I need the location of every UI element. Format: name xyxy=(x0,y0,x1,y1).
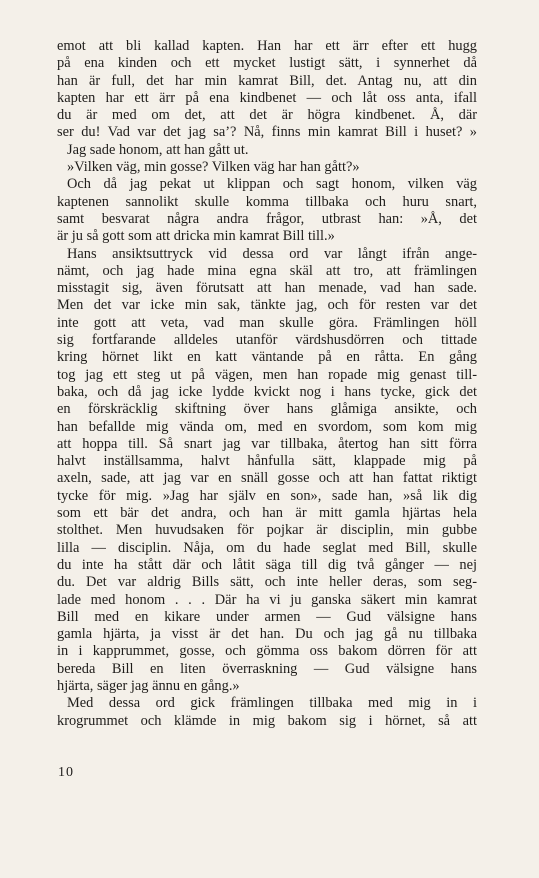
text-line: nämt, och jag hade mina egna skäl att tro, att främlingen xyxy=(57,262,477,279)
text-line: på ena kinden och ett mycket lustigt sätt, i synnerhet då xyxy=(57,55,477,72)
text-line: är ju så gott som att dricka min kamrat Bill till.» xyxy=(57,228,335,245)
text-line: misstagit sig, även förutsatt att han menade, vad han sade. xyxy=(57,280,477,297)
text-line: baka, och då jag icke lydde kvickt nog i hans tycke, gick det xyxy=(57,383,477,400)
text-line: han befallde mig vända om, med en svordom, som kom mig xyxy=(57,418,477,435)
text-line: hjärta, säger jag ännu en gång.» xyxy=(57,677,240,694)
text-line: Men det var icke min sak, tänkte jag, och för resten var det xyxy=(57,297,477,314)
text-line: en förskräcklig skiftning över hans glåmiga ansikte, och xyxy=(57,401,477,418)
text-line: han är full, det har min kamrat Bill, det. Antag nu, att din xyxy=(57,72,477,89)
text-line: tog jag ett steg ut på vägen, men han ropade mig genast till- xyxy=(57,366,477,383)
page-number: 10 xyxy=(58,765,74,780)
text-line: att hoppa till. Så snart jag var tillbaka, återtog han sitt förra xyxy=(57,435,477,452)
body-text xyxy=(57,38,477,730)
text-line: gamla hjärta, ja visst är det han. Du och jag gå nu tillbaka xyxy=(57,626,477,643)
text-line: du. Det var aldrig Bills sätt, och inte heller deras, som seg- xyxy=(57,574,477,591)
text-line: Hans ansiktsuttryck vid dessa ord var långt ifrån ange- xyxy=(67,245,477,262)
text-line: emot att bli kallad kapten. Han har ett ärr efter ett hugg xyxy=(57,38,477,54)
text-line: kring hörnet likt en katt väntande på en råtta. En gång xyxy=(57,349,477,366)
text-line: ser du! Vad var det jag sa’? Nå, finns min kamrat Bill i huset? » xyxy=(57,124,477,141)
text-line: lilla — disciplin. Nåja, om du hade seglat med Bill, skulle xyxy=(57,539,477,556)
text-line: Bill med en kikare under armen — Gud välsigne hans xyxy=(57,608,477,625)
text-line: kapten har ett ärr på ena kindbenet — och låt oss anta, ifall xyxy=(57,89,477,106)
text-line: lade med honom . . . Där ha vi ju ganska säkert min kamrat xyxy=(57,591,477,608)
text-line: bereda Bill en liten överraskning — Gud välsigne hans xyxy=(57,660,477,677)
text-line: Jag sade honom, att han gått ut. xyxy=(67,141,249,158)
text-line: Och då jag pekat ut klippan och sagt honom, vilken väg xyxy=(67,176,477,193)
text-line: in i kapprummet, gosse, och gömma oss bakom dörren för att xyxy=(57,643,477,660)
text-line: du är med om det, att det är högra kindbenet. Å, där xyxy=(57,107,477,124)
text-line: »Vilken väg, min gosse? Vilken väg har han gått?» xyxy=(67,159,360,176)
text-line: som ett bär det andra, och han är mitt gamla hjärtas hela xyxy=(57,505,477,522)
text-line: axeln, sade, att jag var en snäll gosse och att han fattat riktigt xyxy=(57,470,477,487)
text-line: kaptenen sannolikt skulle komma tillbaka och huru snart, xyxy=(57,193,477,210)
text-line: halvt inställsamma, halvt hånfulla sätt, klappade mig på xyxy=(57,453,477,470)
text-line: tycke för mig. »Jag har själv en son», sade han, »så lik dig xyxy=(57,487,477,504)
text-line: sig fortfarande alldeles utanför värdshusdörren och tittade xyxy=(57,332,477,349)
text-line: krogrummet och klämde in mig bakom sig i hörnet, så att xyxy=(57,712,477,729)
text-line: samt besvarat några andra frågor, utbrast han: »Å, det xyxy=(57,210,477,227)
text-line: stolthet. Men huvudsaken för pojkar är disciplin, min gubbe xyxy=(57,522,477,539)
text-line: inte gott att veta, vad man skulle göra. Främlingen höll xyxy=(57,314,477,331)
text-line: Med dessa ord gick främlingen tillbaka med mig in i xyxy=(67,695,477,712)
text-line: du inte ha stått där och låtit säga till dig två gånger — nej xyxy=(57,556,477,573)
